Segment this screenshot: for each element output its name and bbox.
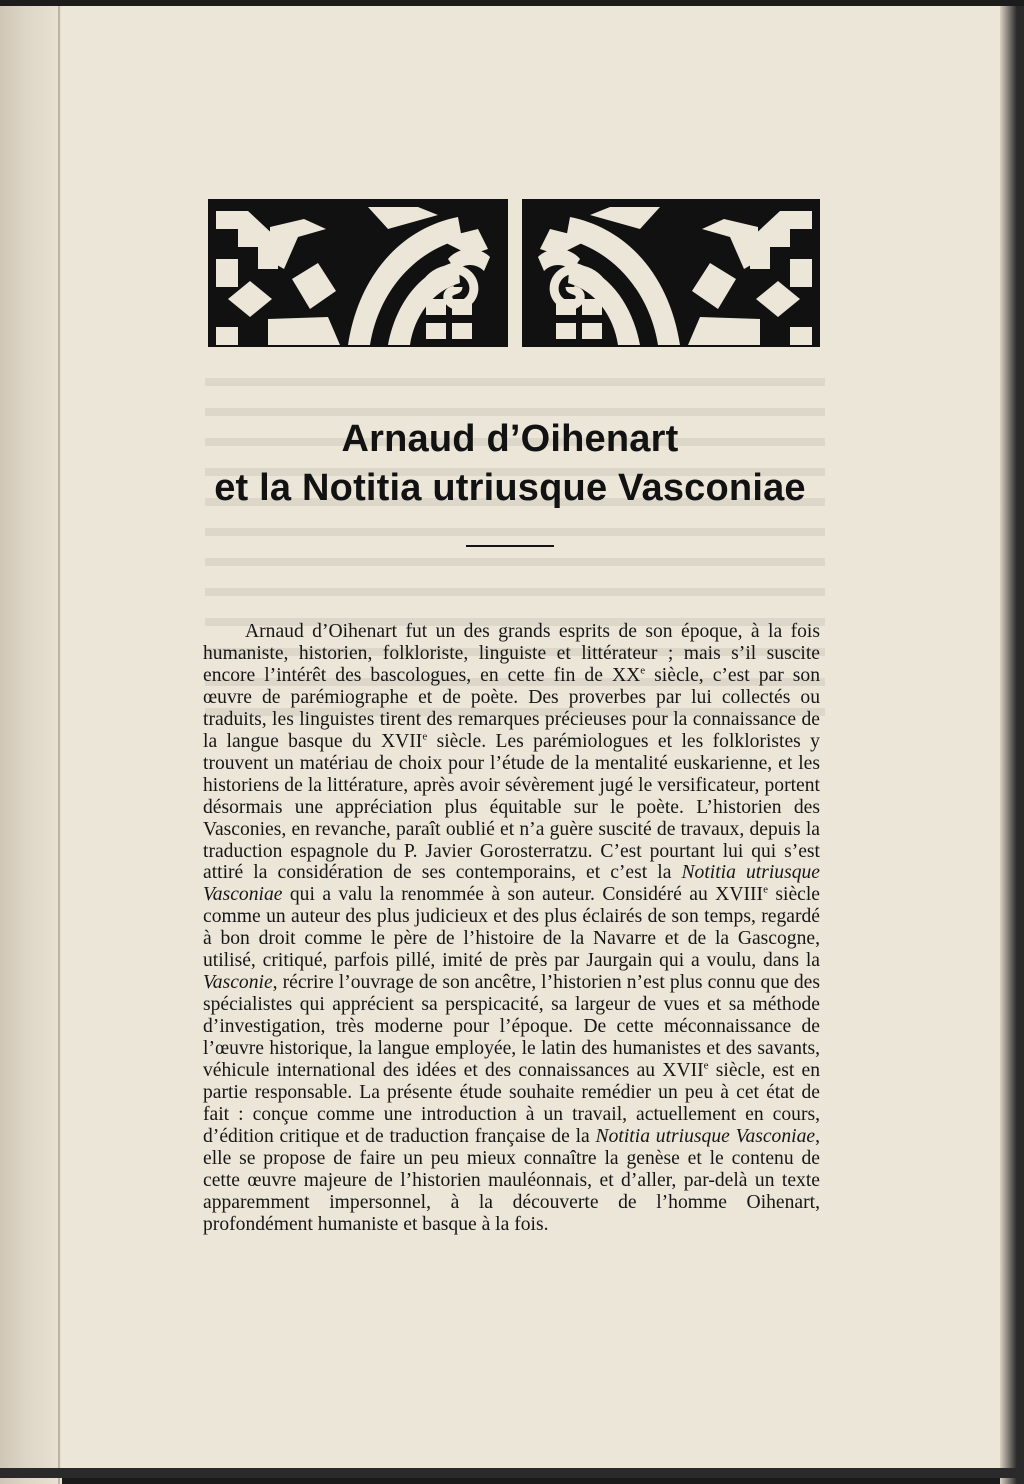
article-body-paragraph: Arnaud d’Oihenart fut un des grands esprits de son époque, à la fois humaniste, historien, folkloriste, linguiste et littérateur ; mais s’il suscite encore l’intérêt des bascologues, en cette fin de XXe siècle, c’est par son œuvre de parémiographe et de poète. Des proverbes par lui collectés ou traduits, les linguistes tirent des remarques précieuses pour la connaissance de la langue basque du XVIIe siècle. Les parémiologues et les folkloristes y trouvent un matériau de choix pour l’étude de la mentalité euskarienne, et les historiens de la littérature, après avoir sévèrement jugé le versificateur, portent désormais une appréciation plus équitable sur le poète. L’historien des Vasconies, en revanche, paraît oublié et n’a guère suscité de travaux, depuis la traduction espagnole du P. Javier Gorosterratzu. C’est pourtant lui qui s’est attiré la considération de ses contemporains, et c’est la Notitia utriusque Vasconiae qui a valu la renommée à son auteur. Considéré au XVIIIe siècle comme un auteur des plus judicieux et des plus éclairés de son temps, regardé à bon droit comme le père de l’histoire de la Navarre et de la Gascogne, utilisé, critiqué, parfois pillé, imité de près par Jaurgain qui a voulu, dans la Vasconie, récrire l’ouvrage de son ancêtre, l’historien n’est plus connu que des spécialistes qui apprécient sa perspicacité, sa largeur de vues et sa méthode d’investigation, très moderne pour l’époque. De cette méconnaissance de l’œuvre historique, la langue employée, le latin des humanistes et des savants, véhicule international des idées et des connaissances au XVIIe siècle, est en partie responsable. La présente étude souhaite remédier un peu à cet état de fait : conçue comme une introduction à un travail, actuellement en cours, d’édition critique et de traduction française de la Notitia utriusque Vasconiae, elle se propose de faire un peu mieux connaître la genèse et le contenu de cette œuvre majeure de l’historien mauléonnais, et d’aller, par-delà un texte apparemment impersonnel, à la découverte de l’homme Oihenart, profondément humaniste et basque à la fois.: [203, 621, 820, 1235]
article-title-line-2: et la Notitia utriusque Vasconiae: [214, 467, 806, 509]
article-title-line-1: Arnaud d’Oihenart: [341, 418, 679, 460]
book-gutter: [0, 6, 62, 1484]
title-separator-rule: [466, 545, 554, 547]
basque-frieze-ornament-icon: [208, 199, 820, 347]
page-right-edge: [1000, 6, 1024, 1484]
gutter-fold-line: [58, 6, 60, 1484]
page-bottom-edge: [0, 1468, 1024, 1478]
